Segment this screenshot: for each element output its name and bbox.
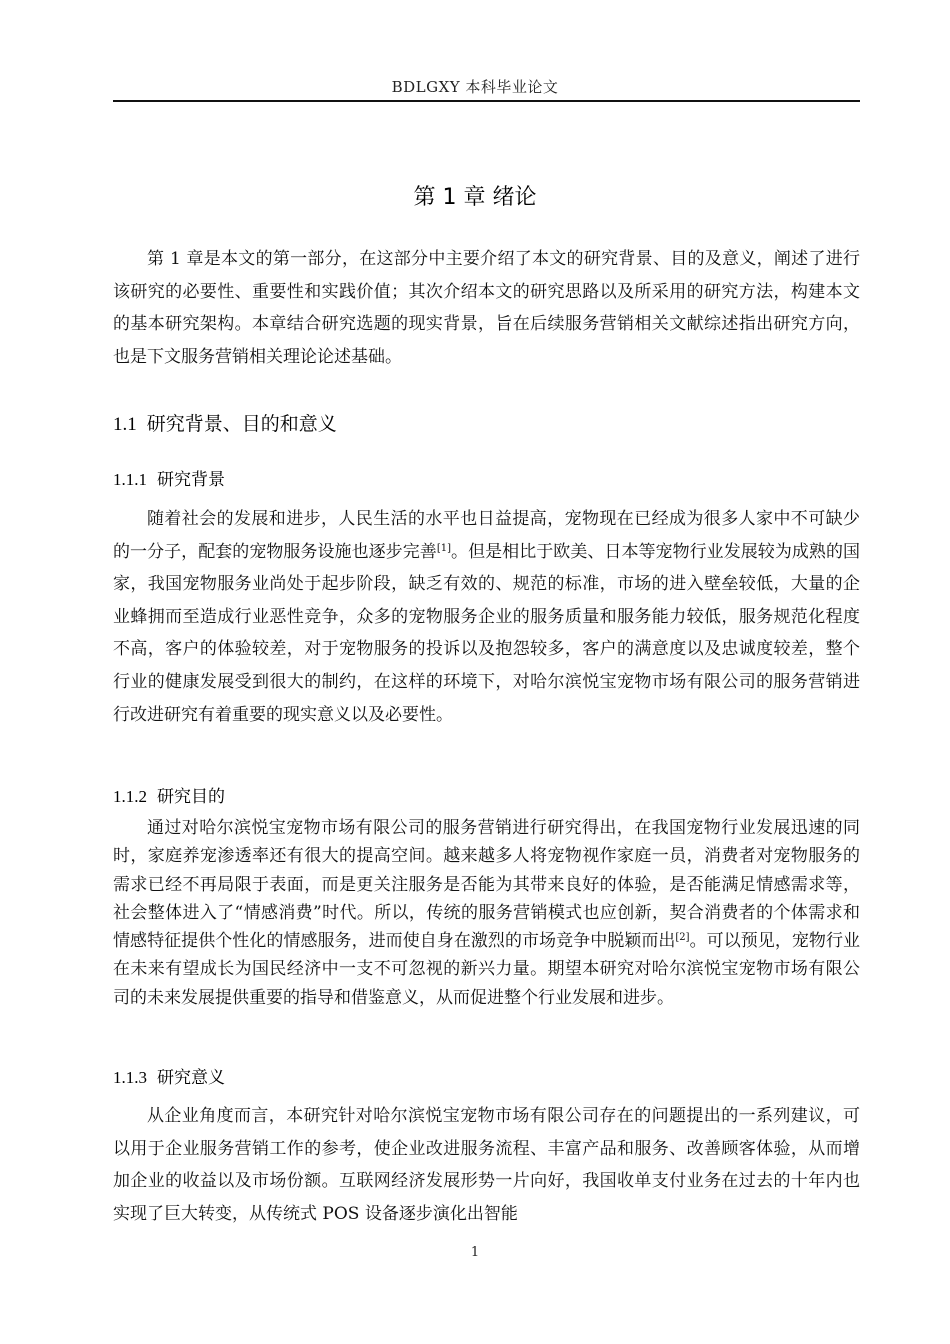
section-number: 1.1.3	[113, 1068, 147, 1087]
intro-paragraph: 第 1 章是本文的第一部分，在这部分中主要介绍了本文的研究背景、目的及意义，阐述了进行该研究的必要性、重要性和实践价值；其次介绍本文的研究思路以及所采用的研究方法，构建本文的基本研究架构。本章结合研究选题的现实背景，旨在后续服务营销相关文献综述指出研究方向，也是下文服务营销相关理论论述基础。	[113, 249, 860, 367]
running-header: BDLGXY 本科毕业论文	[391, 78, 559, 96]
paragraph-text: 。可以预见，宠物行业在未来有望成长为国民经济中一支不可忽视的新兴力量。期望本研究对哈尔滨悦宝宠物市场有限公司的未来发展提供重要的指导和借鉴意义，从而促进整个行业发展和进步。	[113, 931, 861, 1008]
paragraph-text: 随着社会的发展和进步，人民生活的水平也日益提高，宠物现在已经成为很多人家中不可缺少的一分子，配套的宠物服务设施也逐步完善	[113, 509, 860, 562]
section-title: 研究背景、目的和意义	[146, 413, 337, 435]
section-number: 1.1	[113, 414, 137, 435]
section-title: 研究背景	[157, 470, 225, 490]
background-paragraph	[113, 503, 860, 731]
header-divider	[113, 100, 860, 102]
section-number: 1.1.1	[113, 470, 147, 489]
section-title: 研究意义	[157, 1068, 225, 1088]
page-number: 1	[470, 1245, 480, 1260]
citation-ref: [1]	[436, 542, 451, 554]
purpose-paragraph	[113, 814, 860, 1012]
significance-paragraph: 从企业角度而言，本研究针对哈尔滨悦宝宠物市场有限公司存在的问题提出的一系列建议，可以用于企业服务营销工作的参考，使企业改进服务流程、丰富产品和服务、改善顾客体验，从而增加企业的收益以及市场份额。互联网经济发展形势一片向好，我国收单支付业务在过去的十年内也实现了巨大转变，从传统式 POS 设备逐步演化出智能	[113, 1106, 860, 1224]
section-title: 研究目的	[157, 787, 225, 807]
section-number: 1.1.2	[113, 787, 147, 806]
section-heading-1-1-3	[113, 1063, 225, 1088]
section-heading-1-1	[113, 409, 337, 436]
paragraph-text: 通过对哈尔滨悦宝宠物市场有限公司的服务营销进行研究得出，在我国宠物行业发展迅速的同时，家庭养宠渗透率还有很大的提高空间。越来越多人将宠物视作家庭一员，消费者对宠物服务的需求已经不再局限于表面，而是更关注服务是否能为其带来良好的体验，是否能满足情感需求等，社会整体进入了“情感消费”时代。所以，传统的服务营销模式也应创新，契合消费者的个体需求和情感特征提供个性化的情感服务，进而使自身在激烈的市场竞争中脱颖而出	[113, 818, 860, 952]
section-heading-1-1-2	[113, 782, 225, 807]
citation-ref: [2]	[675, 932, 690, 944]
chapter-title: 第 1 章 绪论	[413, 185, 537, 210]
paragraph-text: 。但是相比于欧美、日本等宠物行业发展较为成熟的国家，我国宠物服务业尚处于起步阶段，缺乏有效的、规范的标准，市场的进入壁垒较低，大量的企业蜂拥而至造成行业恶性竞争，众多的宠物服务企业的服务质量和服务能力较低，服务规范化程度不高，客户的体验较差，对于宠物服务的投诉以及抱怨较多，客户的满意度以及忠诚度较差，整个行业的健康发展受到很大的制约，在这样的环境下，对哈尔滨悦宝宠物市场有限公司的服务营销进行改进研究有着重要的现实意义以及必要性。	[113, 541, 861, 725]
section-heading-1-1-1	[113, 465, 225, 490]
